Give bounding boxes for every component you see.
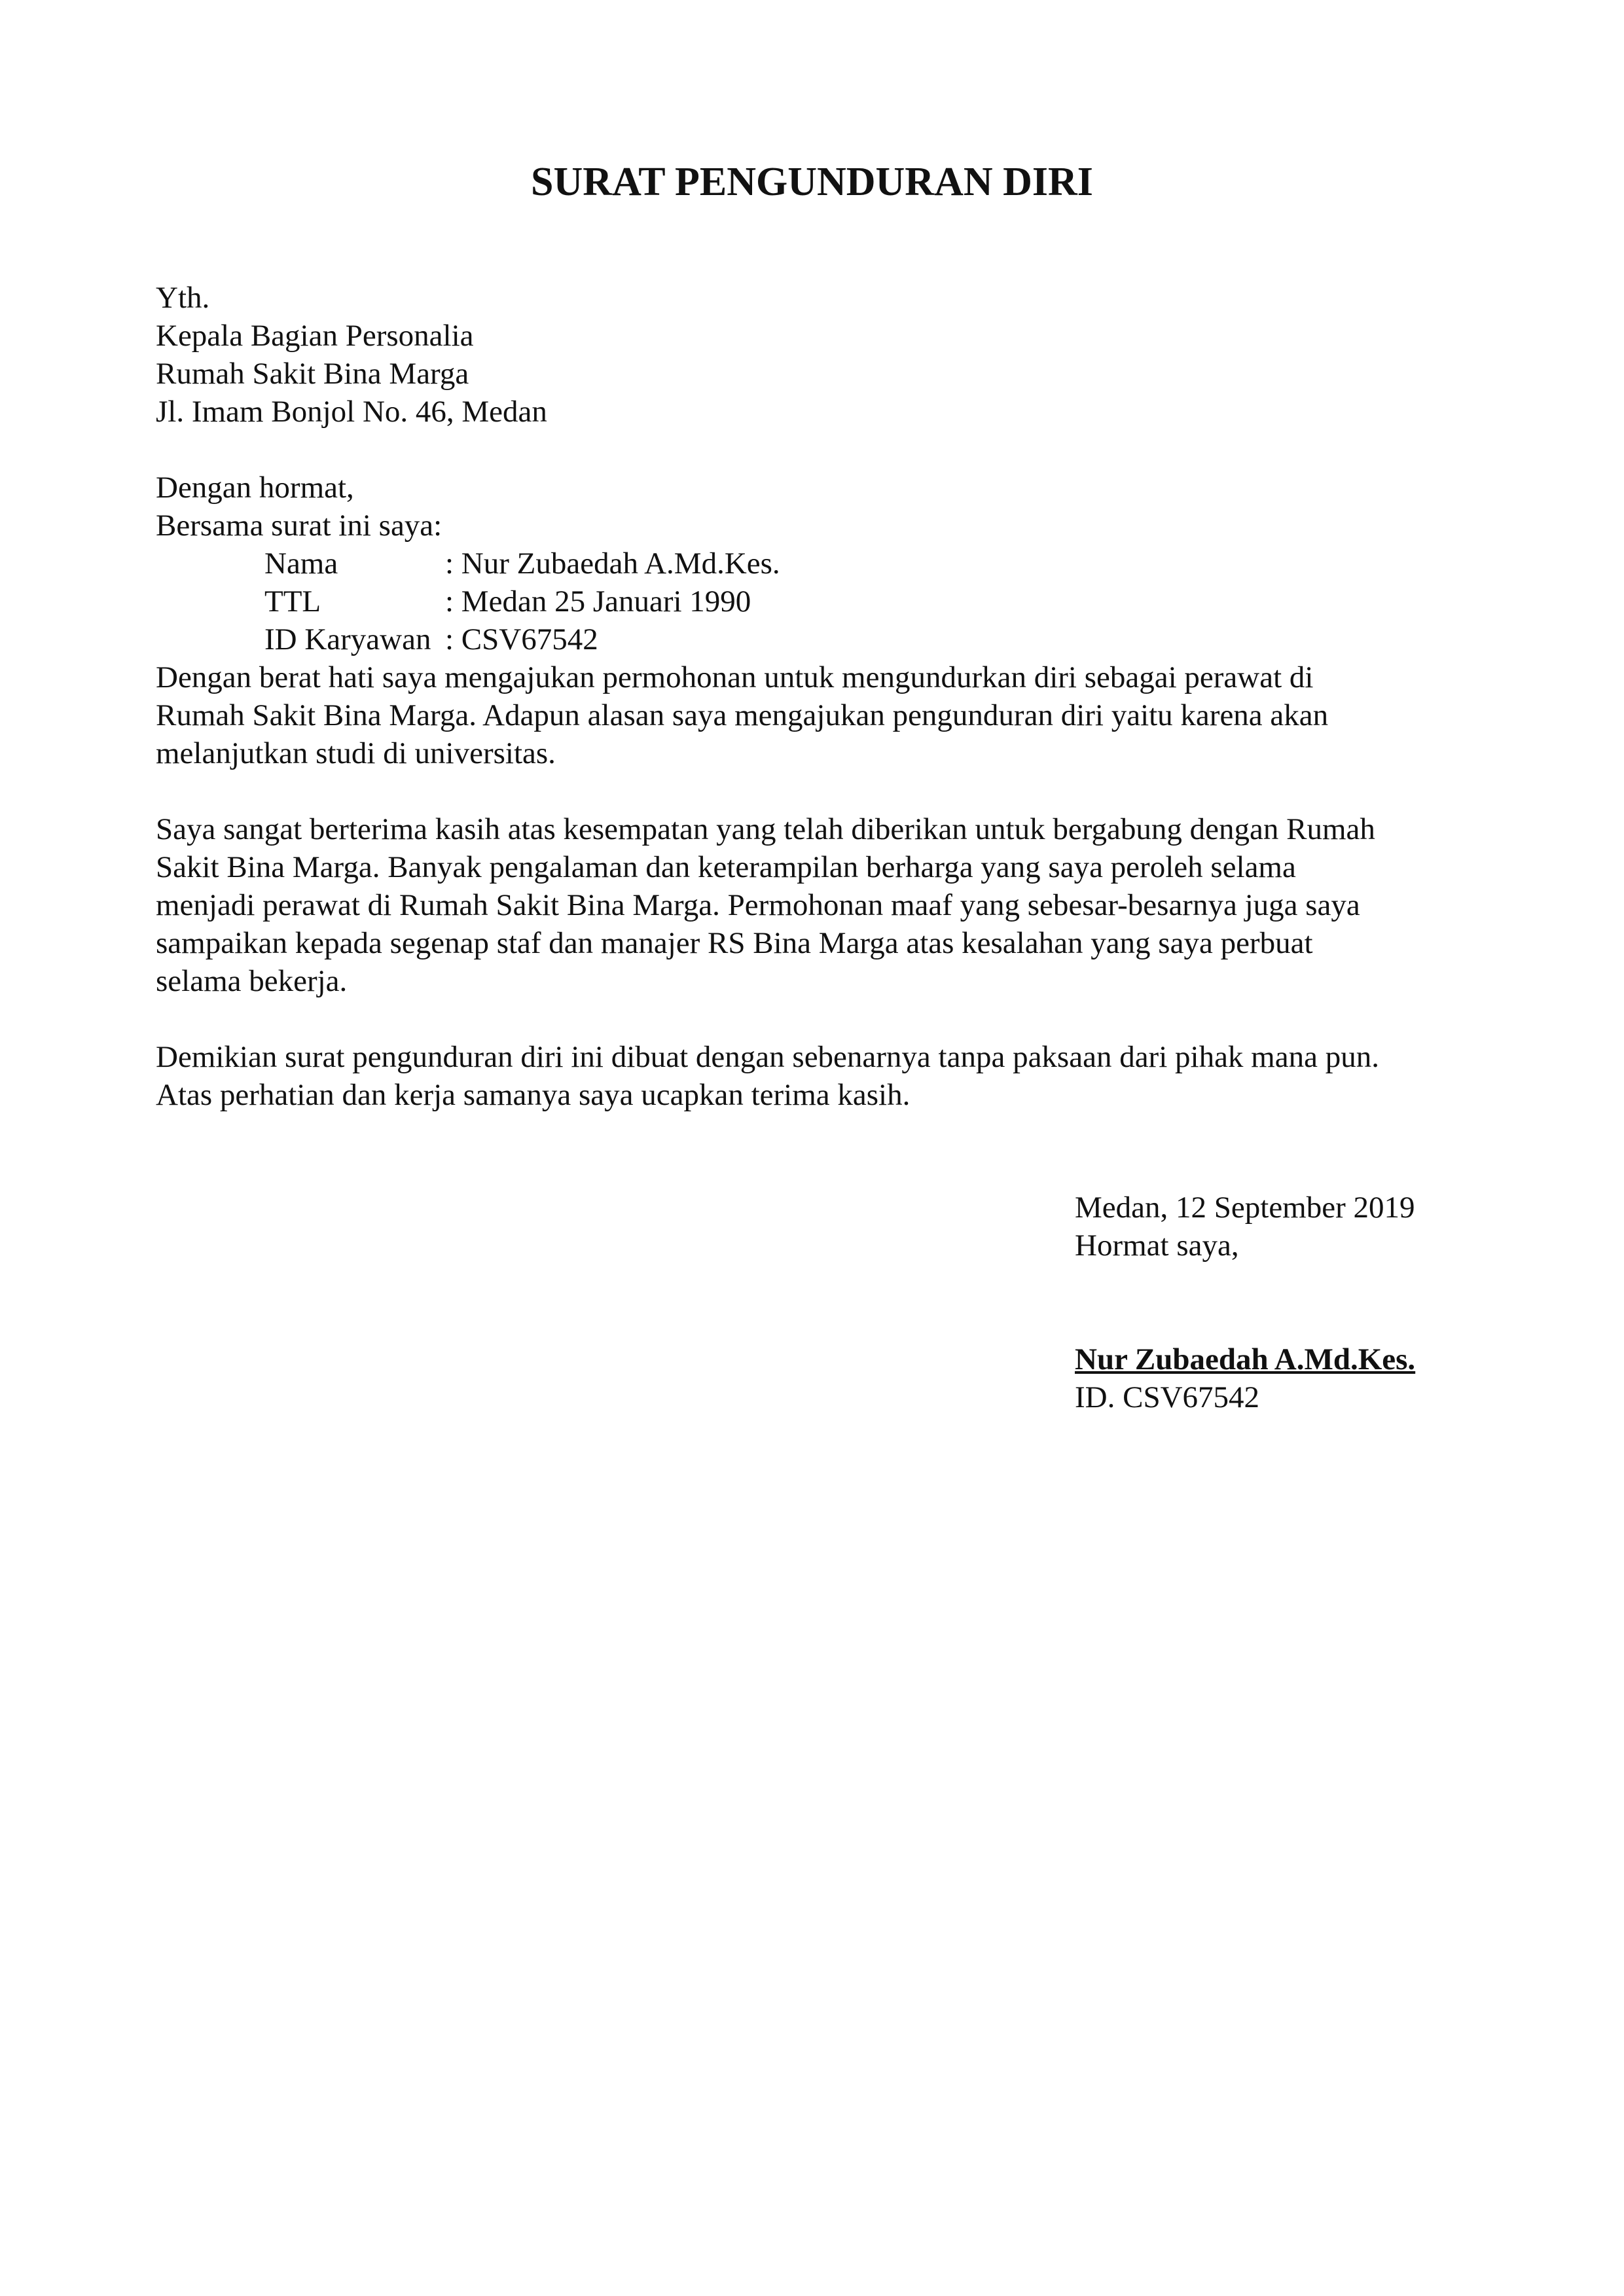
recipient-position: Kepala Bagian Personalia	[156, 319, 474, 353]
intro-line: Bersama surat ini saya:	[156, 509, 442, 543]
field-row-ttl	[264, 583, 780, 620]
document-title: SURAT PENGUNDURAN DIRI	[531, 160, 1093, 204]
paragraph-closing	[156, 1038, 1471, 1114]
recipient-salutation: Yth.	[156, 281, 210, 315]
recipient-address: Jl. Imam Bonjol No. 46, Medan	[156, 395, 547, 429]
paragraph-line: Rumah Sakit Bina Marga. Adapun alasan saya mengajukan pengunduran diri yaitu karena akan	[156, 698, 1329, 732]
paragraph-line: Sakit Bina Marga. Banyak pengalaman dan keterampilan berharga yang saya peroleh selama	[156, 850, 1296, 884]
paragraph-line: sampaikan kepada segenap staf dan manajer RS Bina Marga atas kesalahan yang saya perbuat	[156, 926, 1313, 960]
paragraph-line: Demikian surat pengunduran diri ini dibuat dengan sebenarnya tanpa paksaan dari pihak mana pun.	[156, 1040, 1379, 1074]
greeting-block	[156, 469, 1471, 545]
paragraph-line: Dengan berat hati saya mengajukan permohonan untuk mengundurkan diri sebagai perawat di	[156, 660, 1314, 694]
signer-name: Nur Zubaedah A.Md.Kes.	[1075, 1342, 1416, 1376]
field-label: ID Karyawan	[264, 622, 431, 656]
place-date: Medan, 12 September 2019	[1075, 1191, 1415, 1225]
paragraph-resignation	[156, 658, 1471, 772]
paragraph-line: selama bekerja.	[156, 964, 348, 998]
regards: Hormat saya,	[1075, 1229, 1239, 1263]
recipient-institution: Rumah Sakit Bina Marga	[156, 357, 469, 391]
paragraph-line: Saya sangat berterima kasih atas kesempatan yang telah diberikan untuk bergabung dengan Rumah	[156, 812, 1375, 846]
recipient-block	[156, 279, 1471, 431]
greeting: Dengan hormat,	[156, 471, 354, 505]
identity-fields	[264, 545, 780, 658]
paragraph-line: menjadi perawat di Rumah Sakit Bina Marga. Permohonan maaf yang sebesar-besarnya juga saya	[156, 888, 1360, 922]
field-value: : CSV67542	[445, 622, 598, 656]
field-row-name	[264, 545, 780, 583]
paragraph-line: Atas perhatian dan kerja samanya saya ucapkan terima kasih.	[156, 1078, 911, 1112]
field-row-employee-id	[264, 620, 780, 658]
field-value: : Nur Zubaedah A.Md.Kes.	[445, 547, 780, 581]
signer-id: ID. CSV67542	[1075, 1380, 1260, 1414]
field-label: TTL	[264, 584, 321, 619]
paragraph-gratitude	[156, 810, 1471, 1000]
field-value: : Medan 25 Januari 1990	[445, 584, 751, 619]
paragraph-line: melanjutkan studi di universitas.	[156, 736, 556, 770]
signature-block	[1075, 1189, 1415, 1416]
field-label: Nama	[264, 547, 338, 581]
